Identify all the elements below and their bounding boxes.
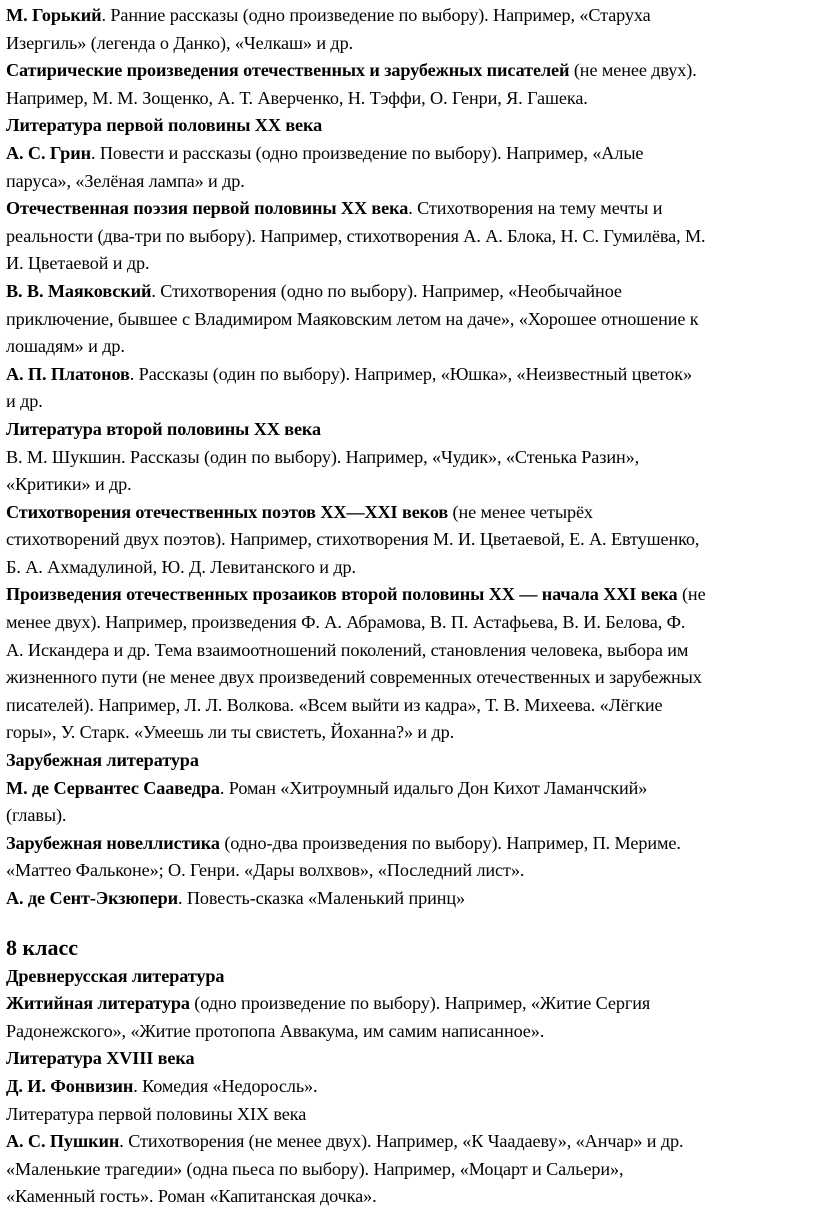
text-line (6, 333, 810, 361)
bold-text: Литература XVIII века (6, 1048, 195, 1069)
regular-text: приключение, бывшее с Владимиром Маяковским летом на даче», «Хорошее отношение к (6, 308, 699, 329)
text-line (6, 1183, 810, 1211)
text-line (6, 416, 810, 444)
text-line (6, 278, 810, 306)
text-line (6, 388, 810, 416)
bold-text: А. П. Платонов (6, 363, 130, 384)
bold-text: Литература первой половины XX века (6, 115, 323, 136)
regular-text: (одно-два произведения по выбору). Например, П. Мериме. (219, 832, 681, 853)
regular-text: . Рассказы (один по выбору). Например, «Юшка», «Неизвестный цветок» (129, 363, 693, 384)
regular-text: «Маттео Фальконе»; О. Генри. «Дары волхвов», «Последний лист». (6, 860, 525, 881)
regular-text: лошадям» и др. (6, 336, 125, 357)
text-line (6, 885, 810, 913)
text-line (6, 2, 810, 30)
regular-text: «Каменный гость». Роман «Капитанская дочка». (6, 1186, 377, 1207)
regular-text: . Повесть-сказка «Маленький принц» (177, 888, 465, 908)
text-line (6, 526, 810, 554)
regular-text: паруса», «Зелёная лампа» и др. (6, 170, 245, 191)
bold-text: Древнерусская литература (6, 965, 225, 986)
regular-text: жизненного пути (не менее двух произведений современных отечественных и зарубежных (6, 667, 702, 688)
text-line (6, 444, 810, 472)
bold-text: М. Горький (6, 5, 102, 25)
text-line (6, 857, 810, 885)
text-line (6, 168, 810, 196)
text-block-7th-grade (6, 2, 810, 913)
text-line (6, 223, 810, 251)
regular-text: В. М. Шукшин. Рассказы (один по выбору). Например, «Чудик», «Стенька Разин», (6, 446, 640, 467)
text-line (6, 30, 810, 58)
bold-text: А. С. Пушкин (6, 1131, 120, 1152)
bold-text: М. де Сервантес Сааведра (6, 777, 220, 798)
text-line (6, 830, 810, 858)
bold-text: А. де Сент-Экзюпери (6, 888, 178, 908)
text-line (6, 1073, 810, 1101)
regular-text: (не (677, 584, 706, 605)
text-line (6, 1128, 810, 1156)
bold-text: Отечественная поэзия первой половины XX века (6, 198, 409, 219)
text-line (6, 802, 810, 830)
text-line (6, 692, 810, 720)
bold-text: Стихотворения отечественных поэтов XX—XXI веков (6, 501, 449, 522)
text-line (6, 471, 810, 499)
regular-text: «Маленькие трагедии» (одна пьеса по выбору). Например, «Моцарт и Сальери», (6, 1158, 624, 1179)
text-line (6, 637, 810, 665)
bold-text: Литература второй половины XX века (6, 418, 322, 439)
text-line (6, 990, 810, 1018)
text-line (6, 1101, 810, 1129)
bold-text: Сатирические произведения отечественных и зарубежных писателей (6, 60, 570, 81)
text-line (6, 609, 810, 637)
regular-text: стихотворений двух поэтов). Например, стихотворения М. И. Цветаевой, Е. А. Евтушенко, (6, 529, 700, 550)
bold-text: А. С. Грин (6, 142, 91, 163)
regular-text: И. Цветаевой и др. (6, 253, 150, 274)
text-line (6, 499, 810, 527)
bold-text: Д. И. Фонвизин (6, 1075, 134, 1096)
regular-text: Изергиль» (легенда о Данко), «Челкаш» и др. (6, 32, 354, 53)
regular-text: Литература первой половины XIX века (6, 1103, 307, 1124)
text-block-8th-grade (6, 963, 810, 1211)
section-heading-8th-grade: 8 класс (6, 934, 79, 960)
text-line (6, 664, 810, 692)
regular-text: (одно произведение по выбору). Например, «Житие Сергия (189, 993, 651, 1014)
text-line (6, 57, 810, 85)
regular-text: Б. А. Ахмадулиной, Ю. Д. Левитанского и др. (6, 556, 356, 577)
text-line (6, 775, 810, 803)
bold-text: Произведения отечественных прозаиков второй половины XX — начала XXI века (6, 584, 678, 605)
regular-text: . Ранние рассказы (одно произведение по выбору). Например, «Старуха (101, 5, 651, 25)
text-line (6, 719, 810, 747)
regular-text: (главы). (6, 805, 67, 826)
text-line (6, 85, 810, 113)
regular-text: А. Искандера и др. Тема взаимоотношений поколений, становления человека, выбора им (6, 639, 689, 660)
regular-text: . Роман «Хитроумный идальго Дон Кихот Ламанчский» (219, 777, 648, 798)
text-line (6, 554, 810, 582)
text-line (6, 581, 810, 609)
regular-text: писателей). Например, Л. Л. Волкова. «Всем выйти из кадра», Т. В. Михеева. «Лёгкие (6, 694, 663, 715)
text-line (6, 1018, 810, 1046)
text-line (6, 1156, 810, 1184)
regular-text: Радонежского», «Житие протопопа Аввакума, им самим написанное». (6, 1020, 545, 1041)
text-line (6, 140, 810, 168)
bold-text: Зарубежная новеллистика (6, 832, 220, 853)
regular-text: реальности (два-три по выбору). Например, стихотворения А. А. Блока, Н. С. Гумилёва, М. (6, 225, 706, 246)
regular-text: . Стихотворения на тему мечты и (408, 198, 663, 219)
regular-text: (не менее четырёх (448, 501, 593, 522)
regular-text: . Стихотворения (не менее двух). Например, «К Чаадаеву», «Анчар» и др. (119, 1131, 684, 1152)
regular-text: . Комедия «Недоросль». (133, 1075, 318, 1096)
bold-text: Зарубежная литература (6, 750, 199, 771)
text-line (6, 1045, 810, 1073)
regular-text: и др. (6, 391, 43, 412)
bold-text: В. В. Маяковский (6, 280, 152, 301)
text-line (6, 747, 810, 775)
regular-text: горы», У. Старк. «Умеешь ли ты свистеть, Йоханна?» и др. (6, 722, 455, 743)
regular-text: Например, М. М. Зощенко, А. Т. Аверченко, Н. Тэффи, О. Генри, Я. Гашека. (6, 87, 588, 108)
text-line (6, 963, 810, 991)
text-line (6, 306, 810, 334)
regular-text: . Повести и рассказы (одно произведение по выбору). Например, «Алые (90, 142, 644, 163)
text-line (6, 250, 810, 278)
regular-text: менее двух). Например, произведения Ф. А. Абрамова, В. П. Астафьева, В. И. Белова, Ф. (6, 612, 686, 633)
bold-text: Житийная литература (6, 993, 190, 1014)
text-line (6, 195, 810, 223)
text-line (6, 112, 810, 140)
regular-text: (не менее двух). (569, 60, 697, 81)
regular-text: «Критики» и др. (6, 474, 132, 495)
regular-text: . Стихотворения (одно по выбору). Например, «Необычайное (151, 280, 622, 301)
text-line (6, 361, 810, 389)
